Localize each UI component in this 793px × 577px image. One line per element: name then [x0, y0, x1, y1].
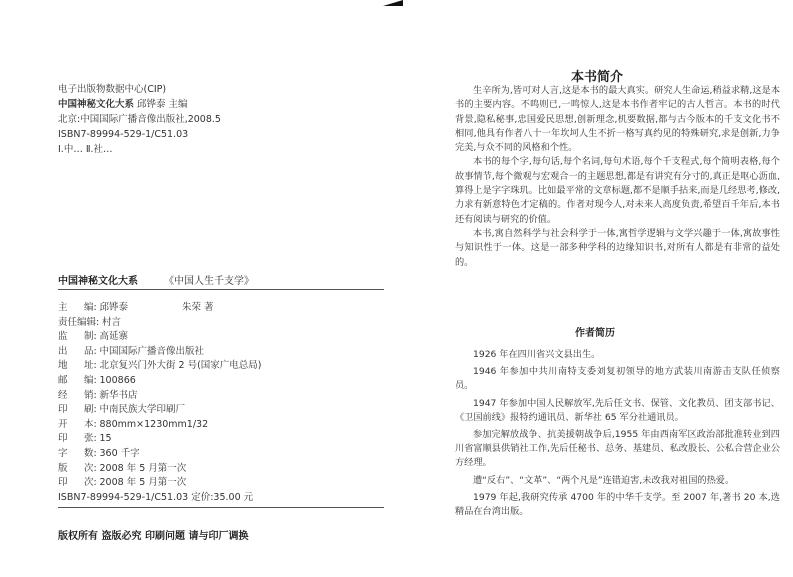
pub-info-key: 字	[58, 447, 68, 459]
pub-info-colon: :	[93, 302, 97, 313]
pub-info-colon: :	[93, 462, 97, 474]
pub-info-value: 北京复兴门外大街 2 号(国家广电总局)	[99, 360, 262, 372]
cip-publisher: 北京:中国国际广播音像出版社,2008.5	[58, 114, 221, 125]
cip-header: 电子出版物数据中心(CIP)	[58, 84, 167, 95]
bio-paragraph: 1926 年在四川省兴文县出生。	[473, 349, 601, 360]
cip-classification: Ⅰ.中… Ⅱ.社…	[58, 144, 113, 155]
pub-info-colon: :	[93, 374, 97, 386]
pub-info-row	[58, 476, 388, 491]
bio-paragraph: 1947 年参加中国人民解放军,先后任文书、保管、文化教员、团支部书记、《卫国前线》报特约通讯员、新华社 65 军分社通讯员。	[455, 397, 780, 423]
pub-info-row	[58, 345, 388, 360]
pub-info-key: 刷	[84, 404, 94, 416]
pub-info-key: 制	[84, 331, 94, 343]
pub-info-row	[58, 316, 388, 331]
pub-info-key: 印	[58, 404, 68, 416]
intro-paragraph: 本书,寓自然科学与社会科学于一体,寓哲学逻辑与文学兴趣于一体,寓故事性与知识性于一体。这是一部多种学科的边缘知识书,对所有人都是有非常的益处的。	[455, 227, 780, 268]
pub-info-value: 邱铧泰	[99, 302, 129, 313]
pub-info-colon: :	[93, 404, 97, 416]
intro-title: 本书简介	[571, 70, 624, 85]
pub-info-key: 监	[58, 331, 68, 343]
pub-info-key: 址	[84, 360, 94, 372]
pub-info-value: 中南民族大学印刷厂	[99, 404, 186, 416]
pub-info-row	[58, 403, 388, 418]
pub-info-key: 本	[84, 418, 94, 430]
bio-paragraph: 参加完解放战争、抗美援朝战争后,1955 年由西南军区政治部批准转业到四川省富顺县供销社工作,先后任秘书、总务、基建员、私改股长、公私合营企业公方经理。	[455, 429, 780, 469]
copyright-page	[0, 0, 396, 577]
pub-info-colon: :	[93, 360, 97, 372]
pub-info-row	[58, 301, 388, 316]
pub-info-author: 朱荣 著	[182, 302, 214, 313]
pub-info-key: 印	[58, 477, 68, 489]
series-name: 中国神秘文化大系	[58, 276, 138, 287]
divider	[58, 289, 384, 290]
pub-info-value: 村言	[102, 316, 122, 328]
pub-info-colon: :	[96, 316, 100, 328]
pub-info-row	[58, 432, 388, 447]
rights-notice: 版权所有 盗版必究 印刷问题 请与印厂调换	[58, 531, 249, 542]
pub-info-key: 数	[84, 447, 94, 459]
pub-info-key: 销	[84, 389, 94, 401]
pub-info-colon: :	[93, 389, 97, 401]
pub-info-value: 2008 年 5 月第一次	[99, 462, 187, 474]
pub-info-key: 次	[84, 462, 94, 474]
pub-info-value: 880mm×1230mm1/32	[99, 418, 209, 430]
cip-series-line	[58, 97, 358, 112]
bio-paragraph: 遭“反右”、“文革”、“两个凡是”连错迫害,未改我对祖国的热爱。	[473, 474, 735, 486]
pub-info-key: 印	[58, 433, 68, 445]
pub-info-key: 次	[84, 477, 94, 489]
pub-info-key: 责任编辑	[58, 316, 97, 328]
pub-info-value: 高延寨	[99, 331, 129, 343]
divider	[58, 507, 384, 508]
pub-info-key: 主	[58, 302, 68, 313]
intro-body	[455, 84, 780, 270]
pub-info-key: 出	[58, 345, 68, 357]
pub-info-key: 编	[84, 302, 94, 313]
pub-info-row	[58, 389, 388, 404]
pub-info-key: 张	[84, 433, 94, 445]
pub-info-key: 开	[58, 418, 68, 430]
bio-paragraph: 1979 年起,我研究传承 4700 年的中华千支学。至 2007 年,著书 20 本,选精品在台湾出版。	[455, 491, 780, 518]
pub-info-value: 100866	[99, 374, 136, 386]
isbn-price: ISBN7-89994-529-1/C51.03 定价:35.00 元	[58, 491, 254, 503]
pub-info-key: 版	[58, 462, 68, 474]
intro-paragraph: 本书的每个字,每句话,每个名词,每句术语,每个千支程式,每个简明表格,每个故事情节,每个微观与宏观合一的主题思想,都是有讲究有分寸的,真正是呕心沥血,算得上是字字珠玑。比如最平常的文章标题,都不是顺手拈来,而是几经思考,修改,力求有新意特色才定稿的。作者对现今人,对未来人高度负责,希望百千年后,本书还有阅读与研究的价值。	[455, 156, 780, 225]
pub-info-colon: :	[93, 331, 97, 343]
pub-info-key: 地	[58, 360, 68, 372]
series-title-line	[58, 272, 254, 287]
pub-info-row	[58, 359, 388, 374]
pub-info-key: 品	[84, 345, 94, 357]
pub-info-value: 360 千字	[99, 447, 140, 459]
pub-info-row	[58, 462, 388, 477]
intro-paragraph: 生辛所为,皆可对人言,这是本书的最大真实。研究人生命运,稍益求精,这是本书的主要内容。不鸣则已,一鸣惊人,这是本书作者牢记的古人哲言。本书的时代背景,隐私秘事,忠国爱民思想,创新理念,机要数据,都与古今版本的千支文化书不相同,他具有作者八十一年坎坷人生不折一格写真约见的特殊研究,求是创新,力争完美,与众不同的风格和个性。	[455, 85, 780, 154]
pub-info-key: 编	[84, 374, 94, 386]
cip-block	[58, 82, 358, 157]
publication-info	[58, 301, 388, 505]
pub-info-row	[58, 330, 388, 345]
pub-info-colon: :	[93, 418, 97, 430]
book-title: 《中国人生千支学》	[164, 276, 254, 287]
cip-editor: 邱铧泰 主编	[134, 99, 188, 110]
pub-info-row	[58, 447, 388, 462]
pub-info-colon: :	[93, 345, 97, 357]
author-title: 作者简历	[575, 328, 615, 339]
pub-info-value: 2008 年 5 月第一次	[99, 477, 187, 489]
pub-info-colon: :	[93, 447, 97, 459]
pub-info-value: 新华书店	[99, 389, 138, 401]
pub-info-colon: :	[93, 477, 97, 489]
pub-info-row	[58, 418, 388, 433]
pub-info-key: 经	[58, 389, 68, 401]
cip-series-name: 中国神秘文化大系	[58, 99, 135, 110]
bio-paragraph: 1946 年参加中共川南特支委刘复初领导的地方武装川南游击支队任侦察员。	[455, 366, 780, 392]
author-bio	[455, 348, 780, 522]
pub-info-value: 15	[99, 433, 112, 445]
pub-info-row	[58, 374, 388, 389]
pub-info-key: 邮	[58, 374, 68, 386]
cip-isbn: ISBN7-89994-529-1/C51.03	[58, 129, 189, 140]
pub-info-colon: :	[93, 433, 97, 445]
pub-info-value: 中国国际广播音像出版社	[99, 345, 205, 357]
